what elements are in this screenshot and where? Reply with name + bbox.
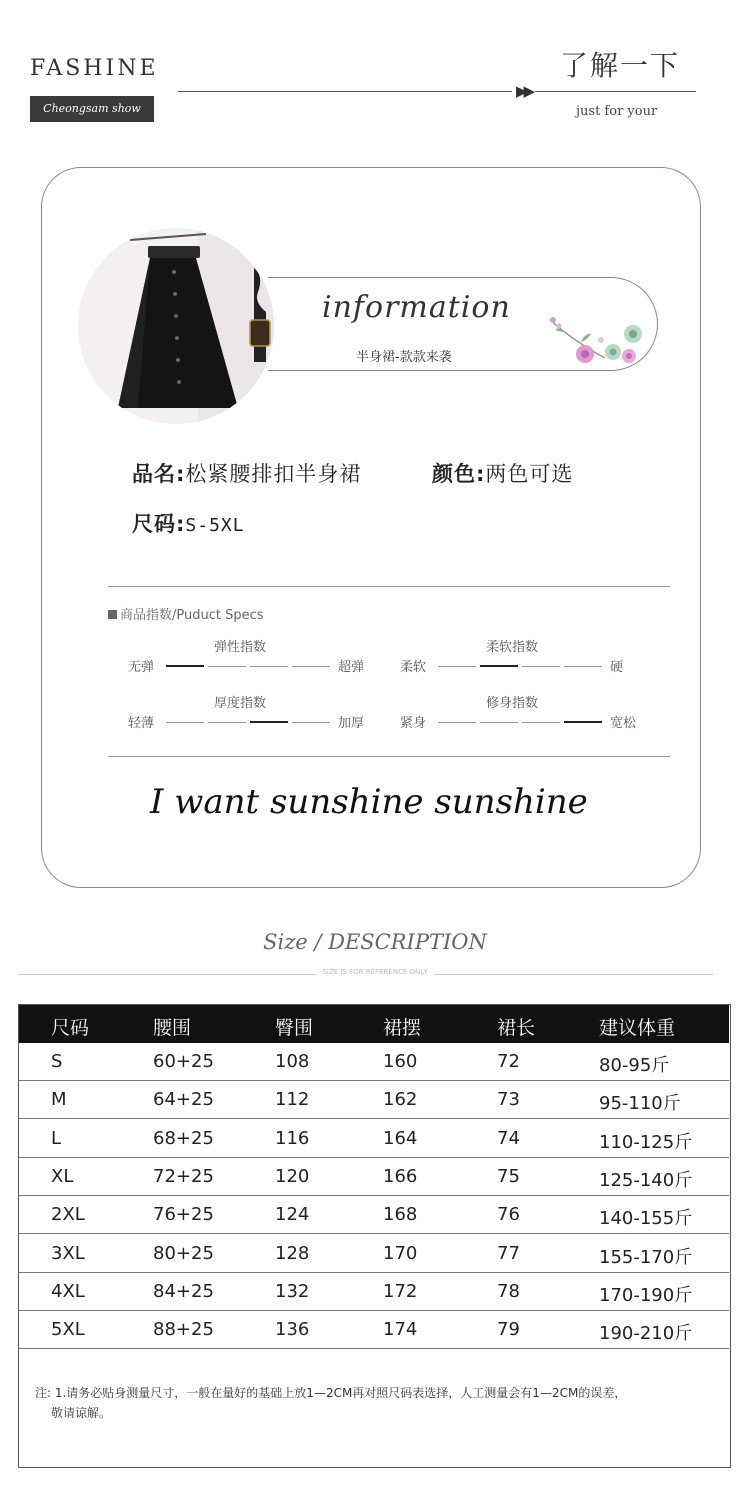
table-cell: 128 <box>275 1242 310 1264</box>
table-cell: 4XL <box>51 1280 85 1302</box>
product-color-label: 颜色: <box>432 462 486 486</box>
product-size-label: 尺码: <box>132 512 186 536</box>
product-size-row <box>132 508 245 538</box>
table-cell: 116 <box>275 1127 310 1149</box>
size-note-line-2: 敬请谅解。 <box>51 1406 112 1420</box>
gauge-max-label: 加厚 <box>338 716 365 731</box>
table-cell: M <box>51 1089 67 1111</box>
product-color-row <box>432 458 573 488</box>
table-cell: 162 <box>383 1089 418 1111</box>
table-cell: 164 <box>383 1127 418 1149</box>
specs-heading <box>108 604 264 623</box>
table-row <box>19 1158 729 1196</box>
gauge-segment <box>564 666 602 667</box>
table-cell: 72+25 <box>153 1165 214 1187</box>
specs-heading-text: 商品指数/Puduct Specs <box>120 608 264 623</box>
gauge-1 <box>400 636 656 676</box>
table-cell: 79 <box>497 1319 520 1341</box>
table-cell: 108 <box>275 1051 310 1072</box>
double-arrow-icon: ▶▶ <box>512 82 535 100</box>
column-header: 裙摆 <box>383 1017 422 1039</box>
gauge-title: 厚度指数 <box>214 696 267 711</box>
table-cell: 76 <box>497 1204 520 1226</box>
gauge-marker <box>250 721 288 723</box>
table-cell: 110-125斤 <box>599 1131 693 1153</box>
gauge-2 <box>128 692 384 732</box>
product-name-row <box>132 458 361 488</box>
table-row <box>19 1081 729 1119</box>
gauge-max-label: 硬 <box>610 660 624 675</box>
gauge-segment <box>166 722 204 723</box>
information-title: information <box>322 290 511 325</box>
size-reference-text: SIZE IS FOR REFERENCE ONLY <box>316 968 433 976</box>
table-cell: 168 <box>383 1204 418 1226</box>
gauge-marker <box>564 721 602 723</box>
specs-top-divider <box>108 586 670 587</box>
table-cell: XL <box>51 1165 74 1187</box>
table-cell: 155-170斤 <box>599 1246 693 1268</box>
table-row <box>19 1196 729 1234</box>
gauge-title: 柔软指数 <box>486 640 539 655</box>
header-divider <box>178 91 696 92</box>
table-row <box>19 1273 729 1311</box>
table-cell: 136 <box>275 1319 310 1341</box>
table-cell: 170-190斤 <box>599 1284 693 1306</box>
table-row <box>19 1311 729 1349</box>
table-cell: 74 <box>497 1127 520 1149</box>
table-cell: 132 <box>275 1280 310 1302</box>
table-row <box>19 1120 729 1158</box>
table-cell: 77 <box>497 1242 520 1264</box>
gauge-segment <box>250 666 288 667</box>
column-header: 臀围 <box>275 1017 314 1039</box>
product-name-value: 松紧腰排扣半身裙 <box>185 462 362 486</box>
table-cell: 95-110斤 <box>599 1093 681 1115</box>
table-cell: 166 <box>383 1165 418 1187</box>
gauge-0 <box>128 636 384 676</box>
slogan: I want sunshine sunshine <box>150 782 588 822</box>
table-cell: 64+25 <box>153 1089 214 1111</box>
column-header: 建议体重 <box>599 1017 676 1039</box>
flower-decoration-icon <box>545 312 655 372</box>
gauge-segment <box>438 722 476 723</box>
gauge-segment <box>522 666 560 667</box>
table-cell: 124 <box>275 1204 310 1226</box>
gauge-segment <box>438 666 476 667</box>
gauge-min-label: 柔软 <box>400 660 427 675</box>
skirt-image <box>78 228 274 424</box>
size-table <box>18 1004 731 1468</box>
gauge-marker <box>480 665 518 667</box>
size-section-title: Size / DESCRIPTION <box>263 930 487 954</box>
size-note-line-1: 注: 1.请务必贴身测量尺寸，一般在量好的基础上放1—2CM再对照尺码表选择，人工测量会有1—2CM的误差， <box>35 1386 627 1400</box>
gauge-title: 修身指数 <box>486 696 539 711</box>
table-cell: 88+25 <box>153 1319 214 1341</box>
table-cell: 80-95斤 <box>599 1055 670 1076</box>
table-cell: 172 <box>383 1280 418 1302</box>
header-subtitle: just for your <box>576 104 658 119</box>
table-cell: 73 <box>497 1089 520 1111</box>
table-cell: 125-140斤 <box>599 1169 693 1191</box>
gauge-min-label: 无弹 <box>128 660 155 675</box>
gauge-segment <box>208 722 246 723</box>
column-header: 尺码 <box>51 1017 90 1039</box>
brand-tagline: Cheongsam show <box>30 96 154 122</box>
table-cell: 160 <box>383 1051 418 1072</box>
table-cell: 68+25 <box>153 1127 214 1149</box>
gauge-min-label: 紧身 <box>400 716 427 731</box>
gauge-segment <box>522 722 560 723</box>
table-row <box>19 1043 729 1081</box>
gauge-max-label: 宽松 <box>610 716 637 731</box>
table-cell: 75 <box>497 1165 520 1187</box>
table-cell: L <box>51 1127 62 1149</box>
gauge-3 <box>400 692 656 732</box>
product-color-value: 两色可选 <box>485 462 574 486</box>
table-cell: 140-155斤 <box>599 1208 693 1230</box>
table-cell: 3XL <box>51 1242 85 1264</box>
table-cell: S <box>51 1051 63 1072</box>
table-row <box>19 1235 729 1273</box>
table-cell: 170 <box>383 1242 418 1264</box>
table-cell: 120 <box>275 1165 310 1187</box>
gauge-marker <box>166 665 204 667</box>
gauge-segment <box>208 666 246 667</box>
specs-bottom-divider <box>108 756 670 757</box>
table-cell: 76+25 <box>153 1204 214 1226</box>
product-photo <box>78 228 274 424</box>
header-title: 了解一下 <box>560 49 681 82</box>
table-cell: 5XL <box>51 1319 85 1341</box>
table-cell: 60+25 <box>153 1051 214 1072</box>
column-header: 腰围 <box>153 1017 192 1039</box>
square-bullet-icon <box>108 610 117 619</box>
product-size-value: S-5XL <box>185 515 245 536</box>
gauge-min-label: 轻薄 <box>128 716 155 731</box>
table-cell: 80+25 <box>153 1242 214 1264</box>
column-header: 裙长 <box>497 1017 536 1039</box>
size-reference-note <box>0 968 750 976</box>
size-table-header <box>19 1005 729 1043</box>
table-cell: 72 <box>497 1051 520 1072</box>
gauge-segment <box>292 722 330 723</box>
table-cell: 2XL <box>51 1204 85 1226</box>
table-cell: 78 <box>497 1280 520 1302</box>
information-subtitle: 半身裙-款款来袭 <box>356 350 452 365</box>
table-cell: 84+25 <box>153 1280 214 1302</box>
gauge-title: 弹性指数 <box>214 640 267 655</box>
table-cell: 174 <box>383 1319 418 1341</box>
gauge-segment <box>480 722 518 723</box>
table-cell: 190-210斤 <box>599 1323 693 1345</box>
gauge-segment <box>292 666 330 667</box>
gauge-max-label: 超弹 <box>338 660 365 675</box>
product-name-label: 品名: <box>132 462 186 486</box>
size-table-note <box>35 1383 715 1423</box>
table-cell: 112 <box>275 1089 310 1111</box>
brand-logo: FASHINE <box>30 56 159 81</box>
